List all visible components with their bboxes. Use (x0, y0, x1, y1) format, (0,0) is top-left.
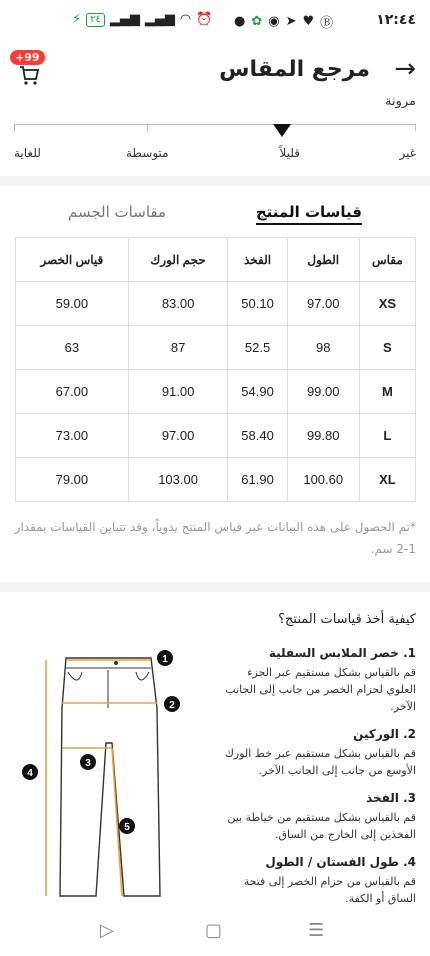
stretch-option-slight: قليلاً (279, 146, 300, 160)
column-header-hip: حجم الورك (128, 238, 228, 282)
cart-button[interactable] (14, 51, 54, 94)
pants-diagram (16, 648, 186, 904)
marker-2-label: 2 (169, 700, 175, 711)
charging-icon: ⚡ (72, 12, 82, 27)
cart-icon (18, 64, 40, 86)
table-cell: 59.00 (16, 282, 129, 326)
column-header-thigh: الفخذ (228, 238, 287, 282)
signal-icon: ▂▄▆ (109, 12, 140, 27)
dot-icon: ● (234, 14, 246, 29)
messenger-icon: ◉ (268, 14, 280, 29)
step-title: 3. الفخذ (366, 791, 416, 805)
table-row (16, 458, 416, 502)
table-cell: 100.60 (287, 458, 359, 502)
marker-5-label: 5 (124, 822, 130, 833)
header (0, 40, 430, 98)
notification-icons (234, 12, 333, 31)
b-icon: Ⓑ (320, 16, 334, 31)
tab-body-measurements[interactable]: مقاسات الجسم (68, 203, 167, 221)
table-cell: 67.00 (16, 370, 129, 414)
measurement-steps (218, 646, 416, 919)
tab-product-measurements[interactable]: قياسات المنتج (256, 203, 362, 225)
heart-icon: ♥ (302, 14, 315, 29)
table-cell: 83.00 (128, 282, 228, 326)
battery-icon: ٢٤ (86, 13, 105, 27)
table-cell: 52.5 (228, 326, 287, 370)
step-description: قم بالقياس من حزام الخصر إلى فتحة الساق أو الكفة. (243, 875, 416, 905)
table-cell: 58.40 (228, 414, 287, 458)
step-title: 2. الوركين (353, 727, 416, 741)
recents-nav-icon[interactable]: ☰ (308, 920, 325, 941)
scale-tick (415, 124, 416, 131)
pants-outline (60, 658, 160, 896)
table-cell: 50.10 (228, 282, 287, 326)
column-header-waist: قياس الخصر (16, 238, 129, 282)
step-description: قم بالقياس بشكل مستقيم عبر الجزء العلوي لحزام الخصر من جانب إلى الجانب الآخر. (225, 666, 416, 713)
back-arrow-icon[interactable]: → (394, 54, 416, 84)
table-cell: 73.00 (16, 414, 129, 458)
table-row (16, 370, 416, 414)
table-cell: 87 (128, 326, 228, 370)
table-cell: 63 (16, 326, 129, 370)
table-cell: 79.00 (16, 458, 129, 502)
stretch-option-medium: متوسطة (126, 146, 169, 160)
table-cell: 99.00 (287, 370, 359, 414)
status-bar (0, 0, 430, 40)
step-title: 1. خصر الملابس السفلية (268, 646, 416, 660)
stretch-label: مرونة (384, 94, 416, 109)
stretch-option-high: للغاية (14, 146, 41, 160)
signal-2-icon: ▂▄▆ (144, 12, 175, 27)
marker-3-label: 3 (85, 758, 91, 769)
table-cell: 97.00 (287, 282, 359, 326)
alarm-icon: ⏰ (196, 12, 213, 27)
page-title: مرجع المقاس (219, 57, 370, 82)
stretch-marker-icon (273, 124, 291, 137)
app-icon: ✿ (251, 14, 263, 29)
scale-tick (147, 124, 148, 131)
column-header-length: الطول (287, 238, 359, 282)
size-cell: XL (359, 458, 415, 502)
table-cell: 103.00 (128, 458, 228, 502)
table-cell: 91.00 (128, 370, 228, 414)
system-navigation-bar (0, 906, 430, 956)
stretch-option-none: غير (399, 146, 416, 160)
wifi-icon: ◠ (179, 12, 192, 27)
table-cell: 97.00 (128, 414, 228, 458)
step-title: 4. طول الفستان / الطول (265, 855, 416, 869)
guide-title: كيفية أخذ قياسات المنتج؟ (278, 612, 416, 627)
back-nav-icon[interactable]: ▷ (100, 920, 114, 941)
size-cell: M (359, 370, 415, 414)
marker-4-label: 4 (27, 768, 33, 779)
table-row (16, 326, 416, 370)
button-icon (114, 661, 118, 665)
step-description: قم بالقياس بشكل مستقيم من خياطة بين الفخذين إلى الخارج من الساق. (227, 811, 416, 841)
table-row (16, 414, 416, 458)
table-cell: 54.90 (228, 370, 287, 414)
table-cell: 61.90 (228, 458, 287, 502)
column-header-size: مقاس (359, 238, 415, 282)
step-thigh (218, 791, 416, 843)
section-divider (0, 176, 430, 186)
marker-1-label: 1 (162, 654, 168, 665)
size-cell: L (359, 414, 415, 458)
section-divider (0, 582, 430, 592)
clock: ١٢:٤٤ (376, 12, 416, 28)
size-table (15, 237, 416, 502)
measurement-note: *تم الحصول على هذه البيانات عبر قياس المنتج يدوياً، وقد تتباين القياسات بمقدار 1-2 سم. (14, 520, 416, 556)
table-row (16, 282, 416, 326)
table-header-row (16, 238, 416, 282)
stretch-scale (14, 124, 416, 125)
size-cell: XS (359, 282, 415, 326)
table-cell: 98 (287, 326, 359, 370)
table-cell: 99.80 (287, 414, 359, 458)
telegram-icon: ➤ (285, 14, 297, 29)
step-hips (218, 727, 416, 779)
cart-badge: +99 (10, 50, 45, 65)
step-length (218, 855, 416, 907)
system-icons (72, 12, 212, 27)
home-nav-icon[interactable]: ▢ (205, 920, 223, 941)
scale-tick (14, 124, 15, 131)
step-description: قم بالقياس بشكل مستقيم عبر خط الورك الأوسع من جانب إلى الجانب الآخر. (224, 747, 416, 777)
step-waist (218, 646, 416, 715)
size-cell: S (359, 326, 415, 370)
